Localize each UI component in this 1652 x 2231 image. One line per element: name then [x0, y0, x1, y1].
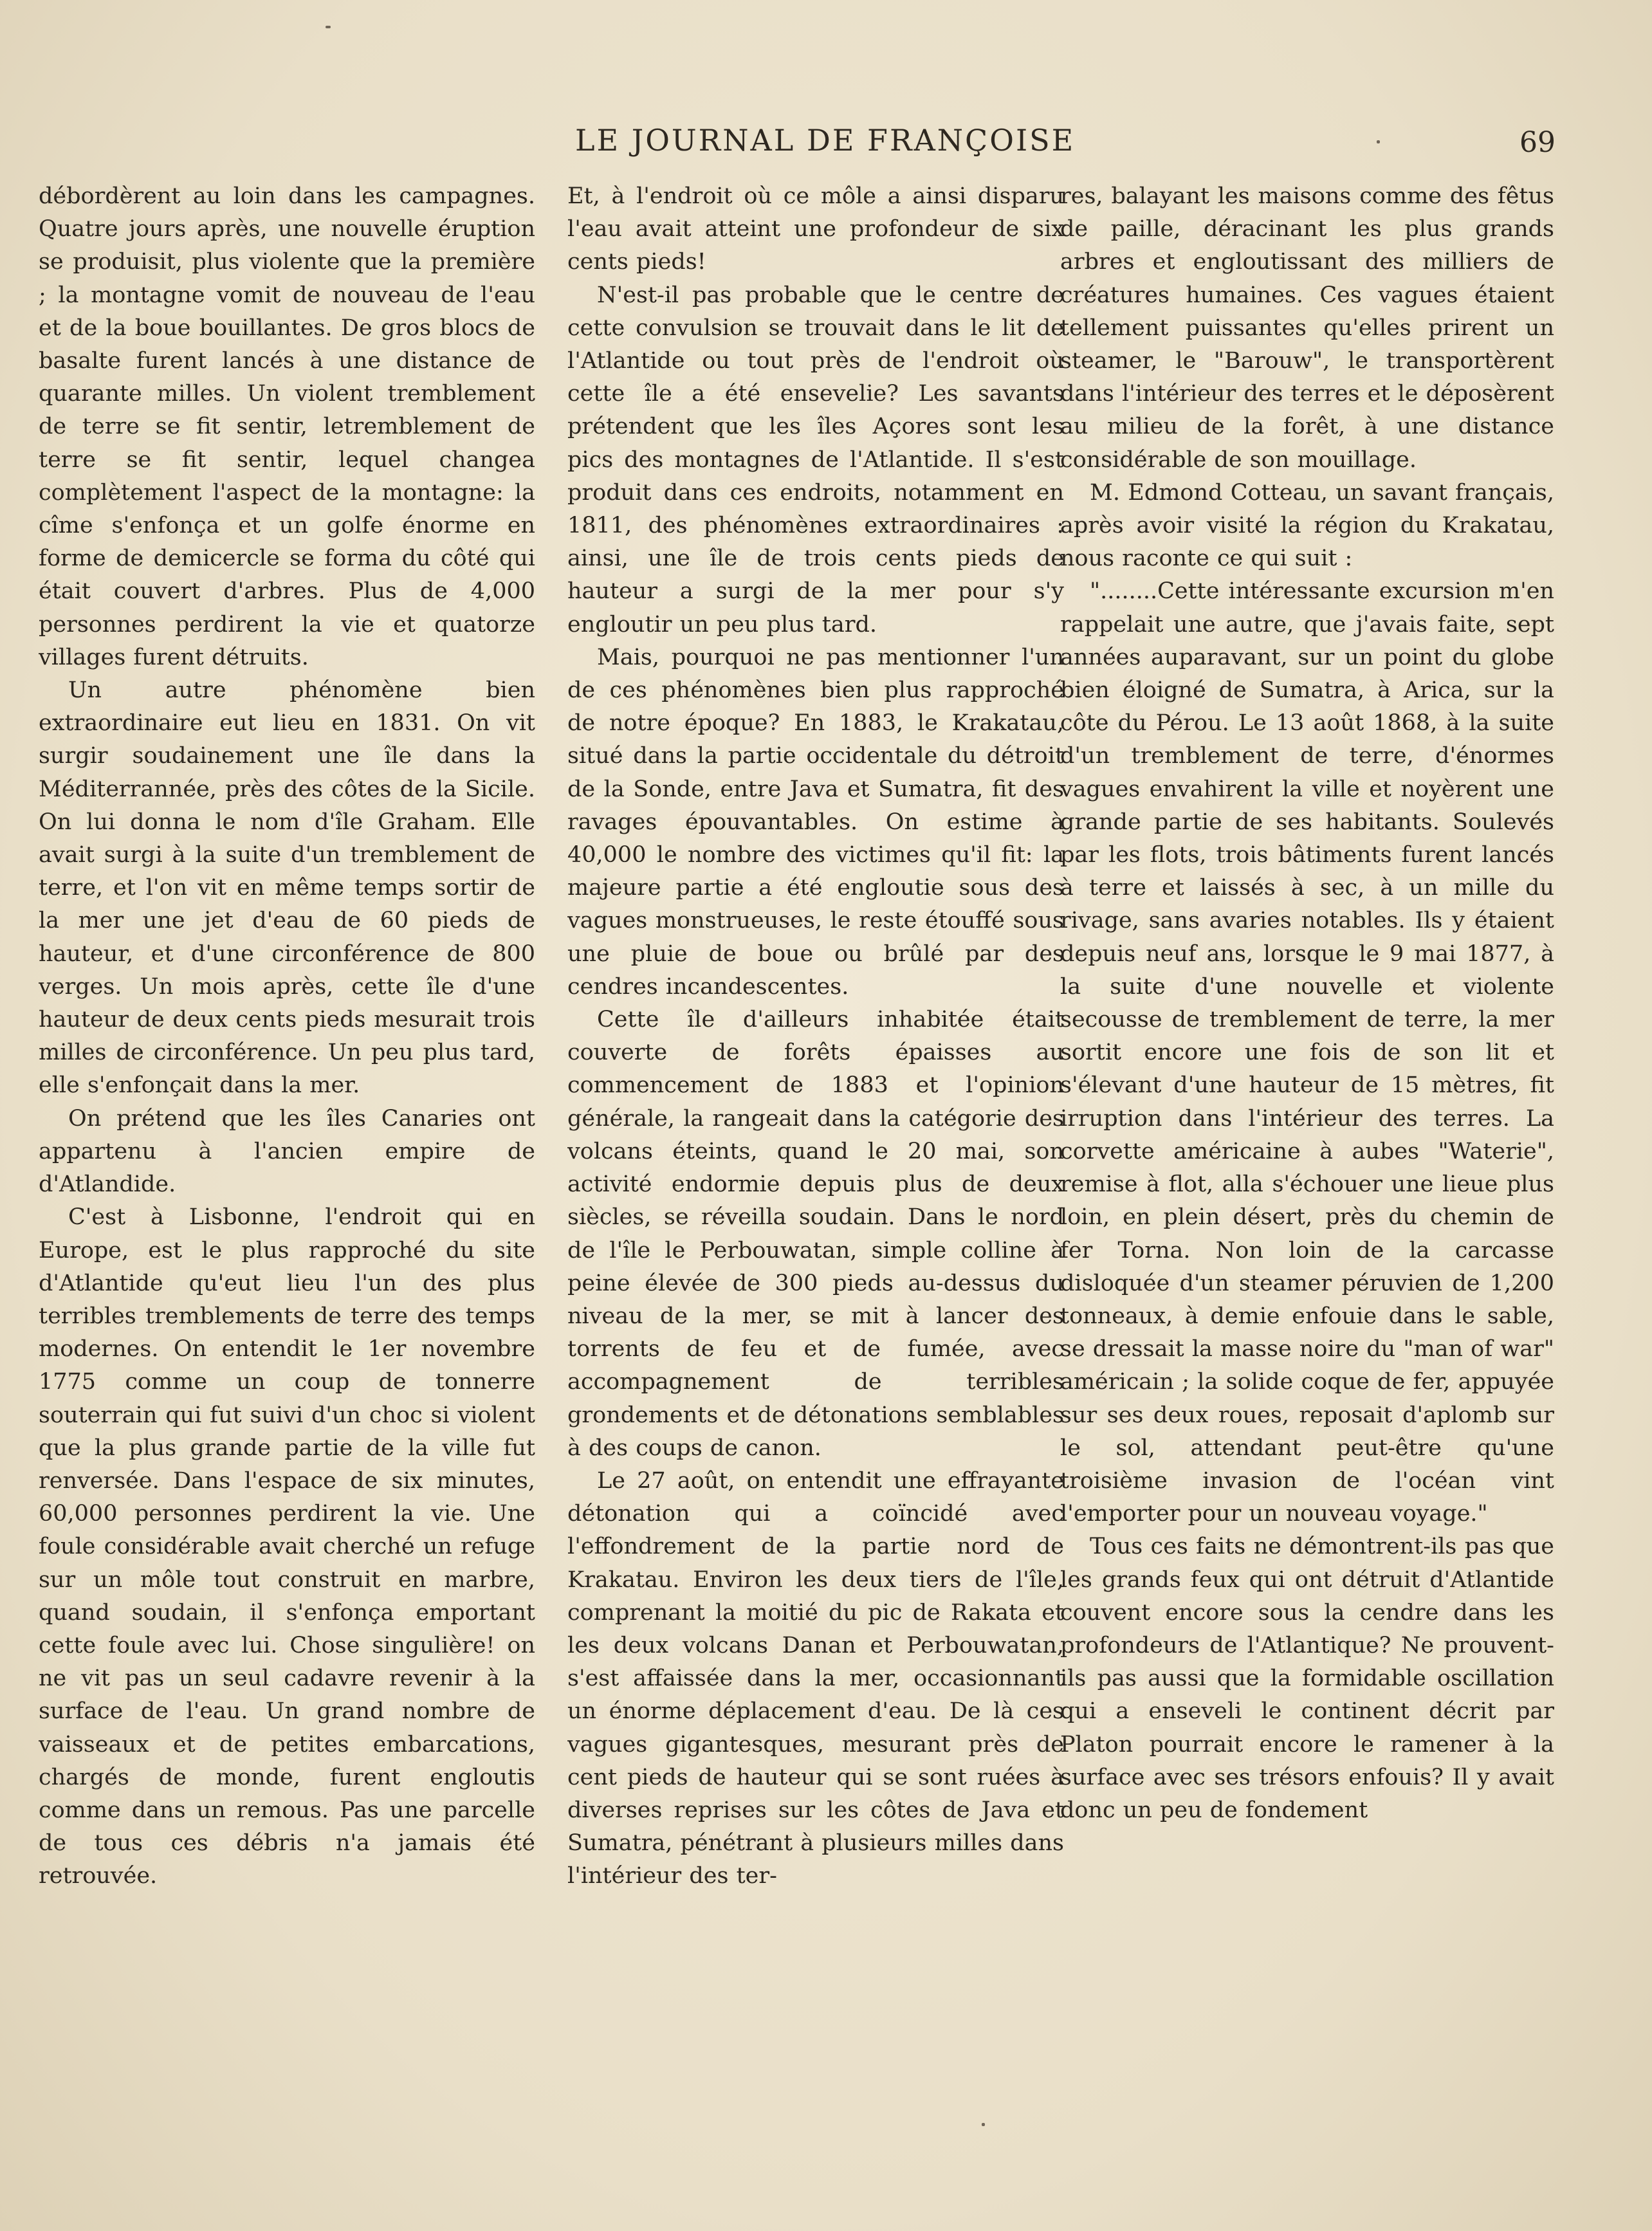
paragraph: Et, à l'endroit où ce môle a ainsi disparu l'eau avait atteint une profondeur de six cents pieds! [567, 183, 1064, 275]
paragraph: débordèrent au loin dans les campagnes. Quatre jours après, une nouvelle éruption se produisit, plus violente que la première ; la montagne vomit de nouveau de l'eau et de la boue bouillantes. De gros blocs de basalte furent lancés à une distance de quarante milles. Un violent tremblement de terre se fit sentir, letremblement de terre se fit sentir, lequel changea complètement l'aspect de la montagne: la cîme s'enfonça et un golfe énorme en forme de demicercle se forma du côté qui était couvert d'arbres. Plus de 4,000 personnes perdirent la vie et quatorze villages furent détruits. [39, 183, 535, 670]
paragraph: M. Edmond Cotteau, un savant français, après avoir visité la région du Krakatau, nous raconte ce qui suit : [1060, 479, 1554, 572]
paragraph: res, balayant les maisons comme des fêtus de paille, déracinant les plus grands arbres et engloutissant des milliers de créatures humaines. Ces vagues étaient tellement puissantes qu'elles prirent un steamer, le "Barouw", le transportèrent dans l'intérieur des terres et le déposèrent au milieu de la forêt, à une distance considérable de son mouillage. [1060, 183, 1554, 473]
paragraph: C'est à Lisbonne, l'endroit qui en Europe, est le plus rapproché du site d'Atlantide qu'eut lieu l'un des plus terribles tremblements de terre des temps modernes. On entendit le 1er novembre 1775 comme un coup de tonnerre souterrain qui fut suivi d'un choc si violent que la plus grande partie de la ville fut renversée. Dans l'espace de six minutes, 60,000 personnes perdirent la vie. Une foule considérable avait cherché un refuge sur un môle tout construit en marbre, quand soudain, il s'enfonça emportant cette foule avec lui. Chose singulière! on ne vit pas un seul cadavre revenir à la surface de l'eau. Un grand nombre de vaisseaux et de petites embarcations, chargés de monde, furent engloutis comme dans un remous. Pas une parcelle de tous ces débris n'a jamais été retrouvée. [39, 1204, 535, 1889]
paragraph: Cette île d'ailleurs inhabitée était couverte de forêts épaisses au commencement de 1883 et l'opinion générale, la rangeait dans la catégorie des volcans éteints, quand le 20 mai, son activité endormie depuis plus de deux siècles, se réveilla soudain. Dans le nord de l'île le Perbouwatan, simple colline à peine élevée de 300 pieds au-dessus du niveau de la mer, se mit à lancer des torrents de feu et de fumée, avec accompagnement de terribles grondements et de détonations semblables à des coups de canon. [567, 1007, 1064, 1461]
paper-speck [1377, 140, 1380, 143]
text-column-3 [1060, 180, 1554, 2110]
paragraph: N'est-il pas probable que le centre de cette convulsion se trouvait dans le lit de l'Atlantide ou tout près de l'endroit où cette île a été ensevelie? Les savants prétendent que les îles Açores sont les pics des montagnes de l'Atlantide. Il s'est produit dans ces endroits, notamment en 1811, des phénomènes extraordinaires : ainsi, une île de trois cents pieds de hauteur a surgi de la mer pour s'y engloutir un peu plus tard. [567, 282, 1064, 638]
paragraph: Le 27 août, on entendit une effrayante détonation qui a coïncidé avec l'effondrement de la partie nord de Krakatau. Environ les deux tiers de l'île, comprenant la moitié du pic de Rakata et les deux volcans Danan et Perbouwatan, s'est affaissée dans la mer, occasionnant un énorme déplacement d'eau. De là ces vagues gigantesques, mesurant près de cent pieds de hauteur qui se sont ruées à diverses reprises sur les côtes de Java et Sumatra, pénétrant à plusieurs milles dans l'intérieur des ter- [567, 1467, 1064, 1889]
paragraph: On prétend que les îles Canaries ont appartenu à l'ancien empire de d'Atlandide. [39, 1105, 535, 1198]
paragraph: "........Cette intéressante excursion m'en rappelait une autre, que j'avais faite, sept années auparavant, sur un point du globe bien éloigné de Sumatra, à Arica, sur la côte du Pérou. Le 13 août 1868, à la suite d'un tremblement de terre, d'énormes vagues envahirent la ville et noyèrent une grande partie de ses habitants. Soulevés par les flots, trois bâtiments furent lancés à terre et laissés à sec, à un mille du rivage, sans avaries notables. Ils y étaient depuis neuf ans, lorsque le 9 mai 1877, à la suite d'une nouvelle et violente secousse de tremblement de terre, la mer sortit encore une fois de son lit et s'élevant d'une hauteur de 15 mètres, fit irruption dans l'intérieur des terres. La corvette américaine à aubes "Waterie", remise à flot, alla s'échouer une lieue plus loin, en plein désert, près du chemin de fer Torna. Non loin de la carcasse disloquée d'un steamer péruvien de 1,200 tonneaux, à demie enfouie dans le sable, se dressait la masse noire du "man of war" américain ; la solide coque de fer, appuyée sur ses deux roues, reposait d'aplomb sur le sol, attendant peut-être qu'une troisième invasion de l'océan vint l'emporter pour un nouveau voyage." [1060, 578, 1554, 1527]
paper-speck [982, 2123, 985, 2126]
paper-speck [326, 26, 331, 28]
page-number: 69 [1519, 126, 1556, 159]
text-column-2 [567, 180, 1064, 2110]
running-head [0, 121, 1652, 166]
text-column-1 [39, 180, 535, 2110]
paragraph: Mais, pourquoi ne pas mentionner l'un de ces phénomènes bien plus rapproché de notre époque? En 1883, le Krakatau, situé dans la partie occidentale du détroit de la Sonde, entre Java et Sumatra, fit des ravages épouvantables. On estime à 40,000 le nombre des victimes qu'il fit: la majeure partie a été engloutie sous des vagues monstrueuses, le reste étouffé sous une pluie de boue ou brûlé par des cendres incandescentes. [567, 644, 1064, 1000]
journal-title: LE JOURNAL DE FRANÇOISE [575, 123, 1076, 158]
paragraph: Tous ces faits ne démontrent-ils pas que les grands feux qui ont détruit d'Atlantide couvent encore sous la cendre dans les profondeurs de l'Atlantique? Ne prouvent-ils pas aussi que la formidable oscillation qui a enseveli le continent décrit par Platon pourrait encore le ramener à la surface avec ses trésors enfouis? Il y avait donc un peu de fondement [1060, 1534, 1554, 1823]
paragraph: Un autre phénomène bien extraordinaire eut lieu en 1831. On vit surgir soudainement une île dans la Méditerrannée, près des côtes de la Sicile. On lui donna le nom d'île Graham. Elle avait surgi à la suite d'un tremblement de terre, et l'on vit en même temps sortir de la mer une jet d'eau de 60 pieds de hauteur, et d'une circonférence de 800 verges. Un mois après, cette île d'une hauteur de deux cents pieds mesurait trois milles de circonférence. Un peu plus tard, elle s'enfonçait dans la mer. [39, 677, 535, 1099]
